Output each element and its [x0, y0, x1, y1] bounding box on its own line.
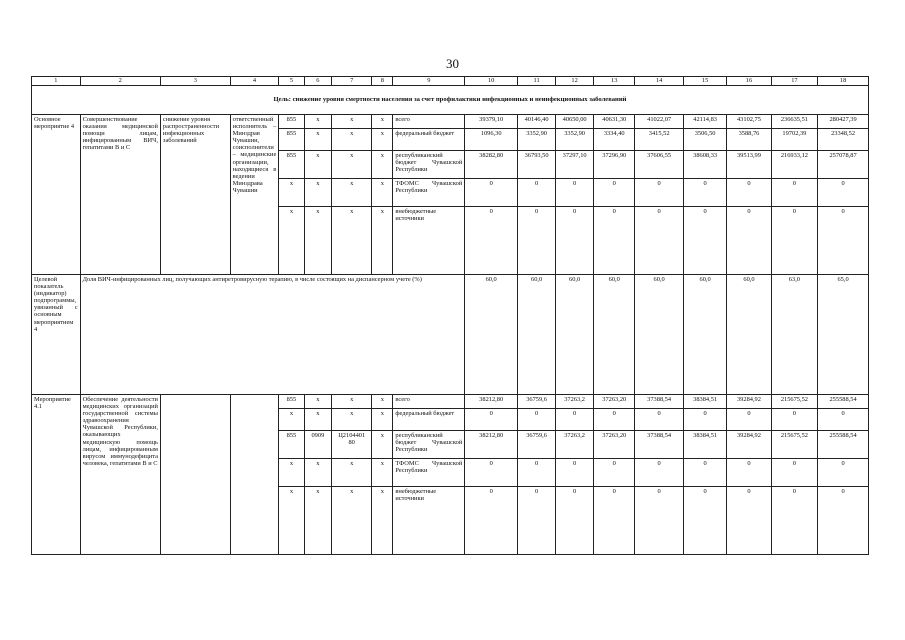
amount-value: 39284,92: [727, 431, 771, 459]
code-grbs: х: [279, 409, 304, 431]
amount-value: 23348,52: [818, 129, 869, 151]
amount-value: 0: [771, 459, 817, 487]
column-number: 2: [80, 77, 160, 86]
goal-text: Цель: снижение уровня смертности населения за счет профилактики инфекционных и неинфекционных заболеваний: [32, 86, 869, 115]
amount-value: 37388,54: [635, 431, 684, 459]
indicator-value: 60,0: [727, 275, 771, 395]
expected-result: [160, 395, 230, 555]
funding-source: внебюджетные источники: [393, 487, 465, 555]
indicator-row: [32, 275, 869, 395]
column-number: 17: [771, 77, 817, 86]
column-number-row: [32, 77, 869, 86]
amount-value: 41022,07: [635, 115, 684, 129]
amount-value: 255588,54: [818, 431, 869, 459]
code-grbs: 855: [279, 129, 304, 151]
code-section: х: [304, 129, 331, 151]
funding-source: ТФОМС Чувашской Республики: [393, 459, 465, 487]
amount-value: 0: [727, 487, 771, 555]
amount-value: 37297,10: [556, 151, 594, 179]
amount-value: 37263,2: [556, 431, 594, 459]
indicator-value: 65,0: [818, 275, 869, 395]
amount-value: 0: [683, 179, 726, 207]
amount-value: 3352,90: [556, 129, 594, 151]
amount-value: 19702,39: [771, 129, 817, 151]
amount-value: 0: [556, 207, 594, 275]
amount-value: 0: [683, 459, 726, 487]
amount-value: 3506,50: [683, 129, 726, 151]
amount-value: 0: [465, 487, 518, 555]
amount-value: 0: [465, 409, 518, 431]
amount-value: 0: [635, 459, 684, 487]
amount-value: 0: [465, 179, 518, 207]
funding-source: всего: [393, 395, 465, 409]
column-number: 14: [635, 77, 684, 86]
amount-value: 0: [635, 487, 684, 555]
amount-value: 40146,40: [518, 115, 556, 129]
funding-source: федеральный бюджет: [393, 129, 465, 151]
code-expense-group: х: [372, 207, 393, 275]
funding-source: республиканский бюджет Чувашской Республики: [393, 151, 465, 179]
amount-value: 0: [635, 207, 684, 275]
amount-value: 36759,6: [518, 395, 556, 409]
amount-value: 0: [594, 207, 635, 275]
code-expense-group: х: [372, 409, 393, 431]
amount-value: 0: [518, 409, 556, 431]
page-number: 30: [446, 56, 459, 71]
amount-value: 0: [556, 459, 594, 487]
amount-value: 0: [727, 207, 771, 275]
code-expense-group: х: [372, 115, 393, 129]
code-section: х: [304, 115, 331, 129]
code-target-article: х: [332, 459, 372, 487]
code-expense-group: х: [372, 129, 393, 151]
column-number: 10: [465, 77, 518, 86]
code-section: х: [304, 409, 331, 431]
amount-value: 0: [556, 409, 594, 431]
code-target-article: х: [332, 395, 372, 409]
amount-value: 0: [818, 459, 869, 487]
amount-value: 40650,00: [556, 115, 594, 129]
amount-value: 0: [518, 179, 556, 207]
amount-value: 0: [771, 409, 817, 431]
amount-value: 0: [635, 409, 684, 431]
column-number: 15: [683, 77, 726, 86]
indicator-value: 60,0: [683, 275, 726, 395]
code-grbs: х: [279, 487, 304, 555]
amount-value: 38384,51: [683, 431, 726, 459]
amount-value: 216933,12: [771, 151, 817, 179]
amount-value: 0: [771, 487, 817, 555]
column-number: 12: [556, 77, 594, 86]
amount-value: 0: [683, 409, 726, 431]
amount-value: 0: [556, 487, 594, 555]
amount-value: 0: [771, 179, 817, 207]
code-section: х: [304, 207, 331, 275]
amount-value: 0: [518, 207, 556, 275]
amount-value: 36793,50: [518, 151, 556, 179]
amount-value: 3334,40: [594, 129, 635, 151]
amount-value: 215675,52: [771, 395, 817, 409]
amount-value: 0: [683, 487, 726, 555]
amount-value: 40631,30: [594, 115, 635, 129]
budget-row: [32, 395, 869, 409]
code-expense-group: х: [372, 395, 393, 409]
code-target-article: х: [332, 487, 372, 555]
amount-value: 0: [683, 207, 726, 275]
code-target-article: х: [332, 115, 372, 129]
amount-value: 38384,51: [683, 395, 726, 409]
executor: [230, 395, 279, 555]
amount-value: 37263,20: [594, 395, 635, 409]
amount-value: 39379,10: [465, 115, 518, 129]
indicator-value: 60,0: [465, 275, 518, 395]
code-section: х: [304, 487, 331, 555]
amount-value: 1096,30: [465, 129, 518, 151]
column-number: 4: [230, 77, 279, 86]
code-section: х: [304, 179, 331, 207]
amount-value: 38282,80: [465, 151, 518, 179]
executor: ответственный исполнитель – Минздрав Чувашии, соисполнители – медицинские организации, находящиеся в ведении Минздрава Чувашии: [230, 115, 279, 275]
code-expense-group: х: [372, 459, 393, 487]
code-section: х: [304, 395, 331, 409]
amount-value: 37263,20: [594, 431, 635, 459]
amount-value: 0: [818, 409, 869, 431]
code-grbs: х: [279, 459, 304, 487]
column-number: 8: [372, 77, 393, 86]
measure-name: Мероприятие 4.1: [32, 395, 81, 555]
column-number: 3: [160, 77, 230, 86]
code-target-article: Ц2104401 80: [332, 431, 372, 459]
indicator-name: Целевой показатель (индикатор) подпрограммы, увязанный с основным мероприятием 4: [32, 275, 81, 395]
funding-source: ТФОМС Чувашской Республики: [393, 179, 465, 207]
funding-source: всего: [393, 115, 465, 129]
funding-source: внебюджетные источники: [393, 207, 465, 275]
code-grbs: 855: [279, 395, 304, 409]
amount-value: 0: [556, 179, 594, 207]
amount-value: 215675,52: [771, 431, 817, 459]
code-expense-group: х: [372, 151, 393, 179]
indicator-value: 60,0: [518, 275, 556, 395]
amount-value: 38212,80: [465, 431, 518, 459]
amount-value: 38212,80: [465, 395, 518, 409]
amount-value: 36759,6: [518, 431, 556, 459]
indicator-value: 63,0: [771, 275, 817, 395]
funding-source: федеральный бюджет: [393, 409, 465, 431]
budget-row: [32, 115, 869, 129]
measure-title: Обеспечение деятельности медицинских организаций государственной системы здравоохранения Чувашской Республики, оказывающих медицинскую помощь лицам, инфицированным вирусом иммунодефицита человека, гепатитами В и С: [80, 395, 160, 555]
amount-value: 0: [818, 487, 869, 555]
amount-value: 0: [818, 179, 869, 207]
amount-value: 0: [518, 487, 556, 555]
amount-value: 0: [465, 459, 518, 487]
amount-value: 43102,75: [727, 115, 771, 129]
code-grbs: х: [279, 207, 304, 275]
amount-value: 0: [594, 409, 635, 431]
code-expense-group: х: [372, 179, 393, 207]
code-section: 0909: [304, 431, 331, 459]
column-number: 1: [32, 77, 81, 86]
code-grbs: 855: [279, 151, 304, 179]
amount-value: 37296,90: [594, 151, 635, 179]
amount-value: 37606,55: [635, 151, 684, 179]
amount-value: 39513,99: [727, 151, 771, 179]
expected-result: снижение уровня распространенности инфекционных заболеваний: [160, 115, 230, 275]
column-number: 11: [518, 77, 556, 86]
amount-value: 0: [727, 179, 771, 207]
amount-value: 0: [594, 459, 635, 487]
amount-value: 0: [635, 179, 684, 207]
code-expense-group: х: [372, 431, 393, 459]
column-number: 7: [332, 77, 372, 86]
budget-table: [31, 76, 869, 555]
amount-value: 0: [771, 207, 817, 275]
funding-source: республиканский бюджет Чувашской Республики: [393, 431, 465, 459]
amount-value: 37388,54: [635, 395, 684, 409]
code-grbs: 855: [279, 115, 304, 129]
amount-value: 3352,90: [518, 129, 556, 151]
amount-value: 0: [818, 207, 869, 275]
amount-value: 39284,92: [727, 395, 771, 409]
amount-value: 0: [727, 409, 771, 431]
measure-title: Совершенствование оказания медицинской помощи лицам, инфицированным ВИЧ, гепатитами В и С: [80, 115, 160, 275]
amount-value: 236635,51: [771, 115, 817, 129]
amount-value: 3415,52: [635, 129, 684, 151]
amount-value: 0: [518, 459, 556, 487]
column-number: 9: [393, 77, 465, 86]
amount-value: 0: [465, 207, 518, 275]
amount-value: 3588,76: [727, 129, 771, 151]
code-target-article: х: [332, 179, 372, 207]
amount-value: 0: [594, 179, 635, 207]
amount-value: 0: [594, 487, 635, 555]
amount-value: 0: [727, 459, 771, 487]
indicator-value: 60,0: [556, 275, 594, 395]
goal-row: [32, 86, 869, 115]
code-grbs: х: [279, 179, 304, 207]
code-target-article: х: [332, 151, 372, 179]
amount-value: 280427,39: [818, 115, 869, 129]
column-number: 18: [818, 77, 869, 86]
indicator-text: Доля ВИЧ-инфицированных лиц, получающих антиретровирусную терапию, в числе состоящих на диспансерном учете (%): [80, 275, 465, 395]
column-number: 6: [304, 77, 331, 86]
code-expense-group: х: [372, 487, 393, 555]
code-section: х: [304, 459, 331, 487]
column-number: 16: [727, 77, 771, 86]
code-target-article: х: [332, 207, 372, 275]
amount-value: 42114,83: [683, 115, 726, 129]
code-target-article: х: [332, 409, 372, 431]
code-target-article: х: [332, 129, 372, 151]
column-number: 5: [279, 77, 304, 86]
amount-value: 37263,2: [556, 395, 594, 409]
code-grbs: 855: [279, 431, 304, 459]
amount-value: 255588,54: [818, 395, 869, 409]
column-number: 13: [594, 77, 635, 86]
indicator-value: 60,0: [635, 275, 684, 395]
measure-name: Основное мероприятие 4: [32, 115, 81, 275]
indicator-value: 60,0: [594, 275, 635, 395]
amount-value: 38608,33: [683, 151, 726, 179]
amount-value: 257078,87: [818, 151, 869, 179]
code-section: х: [304, 151, 331, 179]
